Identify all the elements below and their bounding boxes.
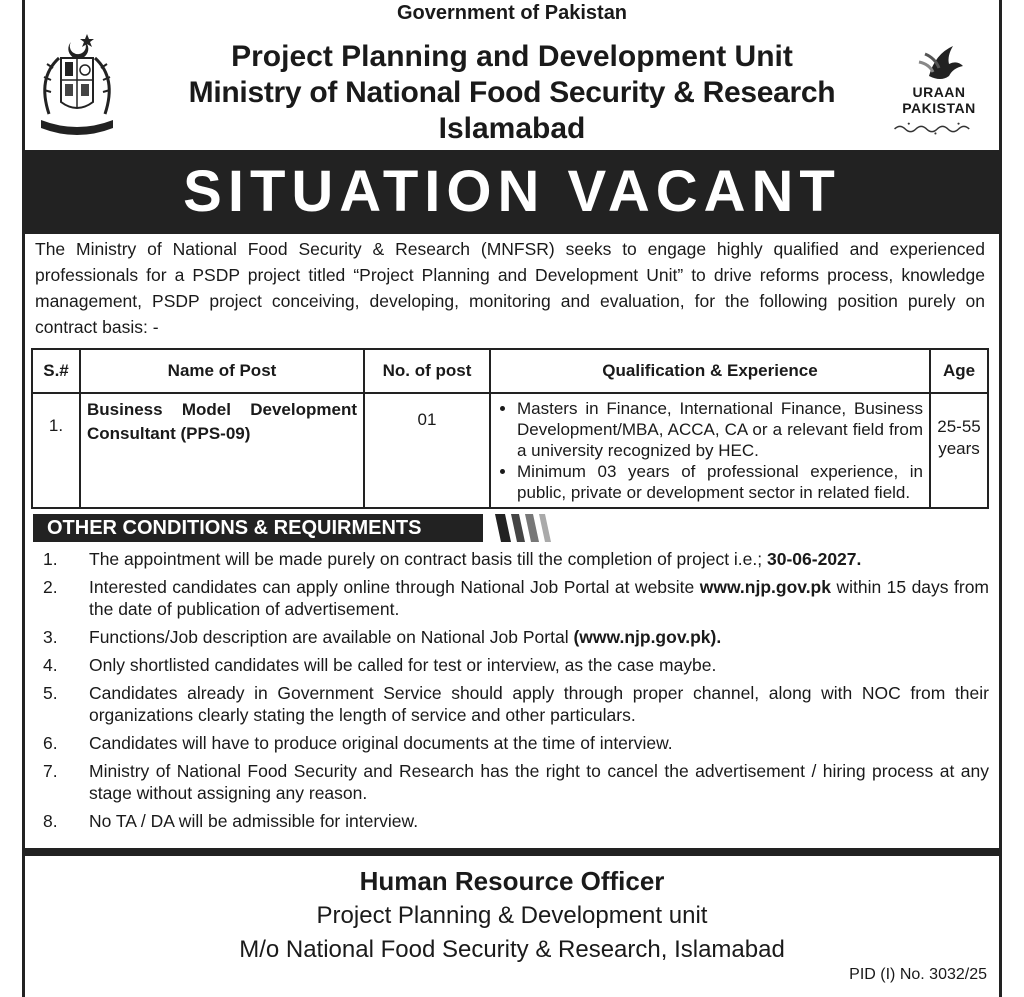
condition-item — [35, 548, 989, 570]
condition-text: Functions/Job description are available on National Job Portal — [89, 627, 574, 647]
condition-number: 6. — [43, 733, 58, 753]
condition-number: 2. — [43, 577, 58, 597]
footer-unit: Project Planning & Development unit — [316, 902, 708, 929]
condition-item — [35, 654, 989, 676]
conditions-heading: OTHER CONDITIONS & REQUIRMENTS — [33, 514, 483, 542]
condition-highlight: (www.njp.gov.pk). — [573, 627, 722, 647]
urdu-tagline-icon — [891, 120, 987, 138]
condition-number: 4. — [43, 655, 58, 675]
condition-item — [35, 732, 989, 754]
qualification-item: • Masters in Finance, International Finance, Business Development/MBA, ACCA, CA or a relevant field from a university recognized by HEC. — [517, 398, 923, 461]
condition-text: The appointment will be made purely on contract basis till the completion of project i.e.; — [89, 549, 767, 569]
row-post-name: Business Model Development Consultant (PPS-09) — [80, 393, 364, 508]
header-sno: S.# — [32, 349, 80, 393]
table-row — [32, 393, 988, 508]
condition-item — [35, 576, 989, 620]
conditions-list — [35, 548, 989, 838]
unit-title: Project Planning and Development Unit — [231, 40, 793, 73]
situation-vacant-banner: SITUATION VACANT — [25, 150, 999, 234]
header-qualification: Qualification & Experience — [490, 349, 930, 393]
qualification-list — [497, 398, 923, 503]
condition-highlight: www.njp.gov.pk — [699, 577, 831, 597]
condition-item — [35, 626, 989, 648]
row-sno: 1. — [32, 393, 80, 508]
header-age: Age — [930, 349, 988, 393]
condition-number: 5. — [43, 683, 58, 703]
header — [25, 0, 999, 148]
condition-text: No TA / DA will be admissible for interview. — [89, 811, 419, 831]
ministry-title: Ministry of National Food Security & Research — [188, 76, 836, 109]
condition-text: Interested candidates can apply online through National Job Portal at website — [89, 577, 700, 597]
row-qualification — [490, 393, 930, 508]
intro-paragraph: The Ministry of National Food Security & Research (MNFSR) seeks to engage highly qualified and experienced professionals for a PSDP project titled “Project Planning and Development Unit” to drive reforms process, knowledge management, PSDP project conceiving, developing, monitoring and evaluation, for the following position purely on contract basis: - — [35, 239, 985, 337]
advertisement-page — [22, 0, 1002, 997]
condition-number: 8. — [43, 811, 58, 831]
condition-item — [35, 682, 989, 726]
row-age: 25-55 years — [930, 393, 988, 508]
footer-ministry: M/o National Food Security & Research, Islamabad — [239, 936, 785, 963]
positions-table — [31, 348, 989, 509]
condition-number: 7. — [43, 761, 58, 781]
condition-text: Candidates will have to produce original documents at the time of interview. — [89, 733, 673, 753]
condition-item — [35, 810, 989, 832]
condition-highlight: 30-06-2027. — [767, 549, 862, 569]
condition-text: Ministry of National Food Security and Research has the right to cancel the advertisement / hiring process at any stage without assigning any reason. — [89, 761, 989, 803]
qualification-item: • Minimum 03 years of professional experience, in public, private or development sector in related field. — [517, 461, 923, 503]
row-post-count: 01 — [364, 393, 490, 508]
condition-text: Candidates already in Government Service should apply through proper channel, along with NOC from their organizations clearly stating the length of service and other particulars. — [89, 683, 989, 725]
header-post-name: Name of Post — [80, 349, 364, 393]
stripes-decoration-icon — [495, 514, 575, 542]
logo-text-pakistan: PAKISTAN — [902, 100, 976, 116]
condition-item — [35, 760, 989, 804]
logo-text-uraan: URAAN — [912, 84, 966, 100]
pid-number: PID (I) No. 3032/25 — [849, 966, 987, 983]
bird-icon — [885, 36, 993, 88]
government-title: Government of Pakistan — [396, 2, 628, 24]
condition-number: 3. — [43, 627, 58, 647]
city-title: Islamabad — [438, 112, 586, 145]
uraan-pakistan-logo — [885, 36, 993, 140]
table-header-row — [32, 349, 988, 393]
footer-officer: Human Resource Officer — [359, 866, 665, 896]
condition-text-after: within 15 days from the date of publication of advertisement. — [89, 577, 990, 619]
condition-text: Only shortlisted candidates will be called for test or interview, as the case maybe. — [89, 655, 717, 675]
condition-number: 1. — [43, 549, 58, 569]
header-post-count: No. of post — [364, 349, 490, 393]
